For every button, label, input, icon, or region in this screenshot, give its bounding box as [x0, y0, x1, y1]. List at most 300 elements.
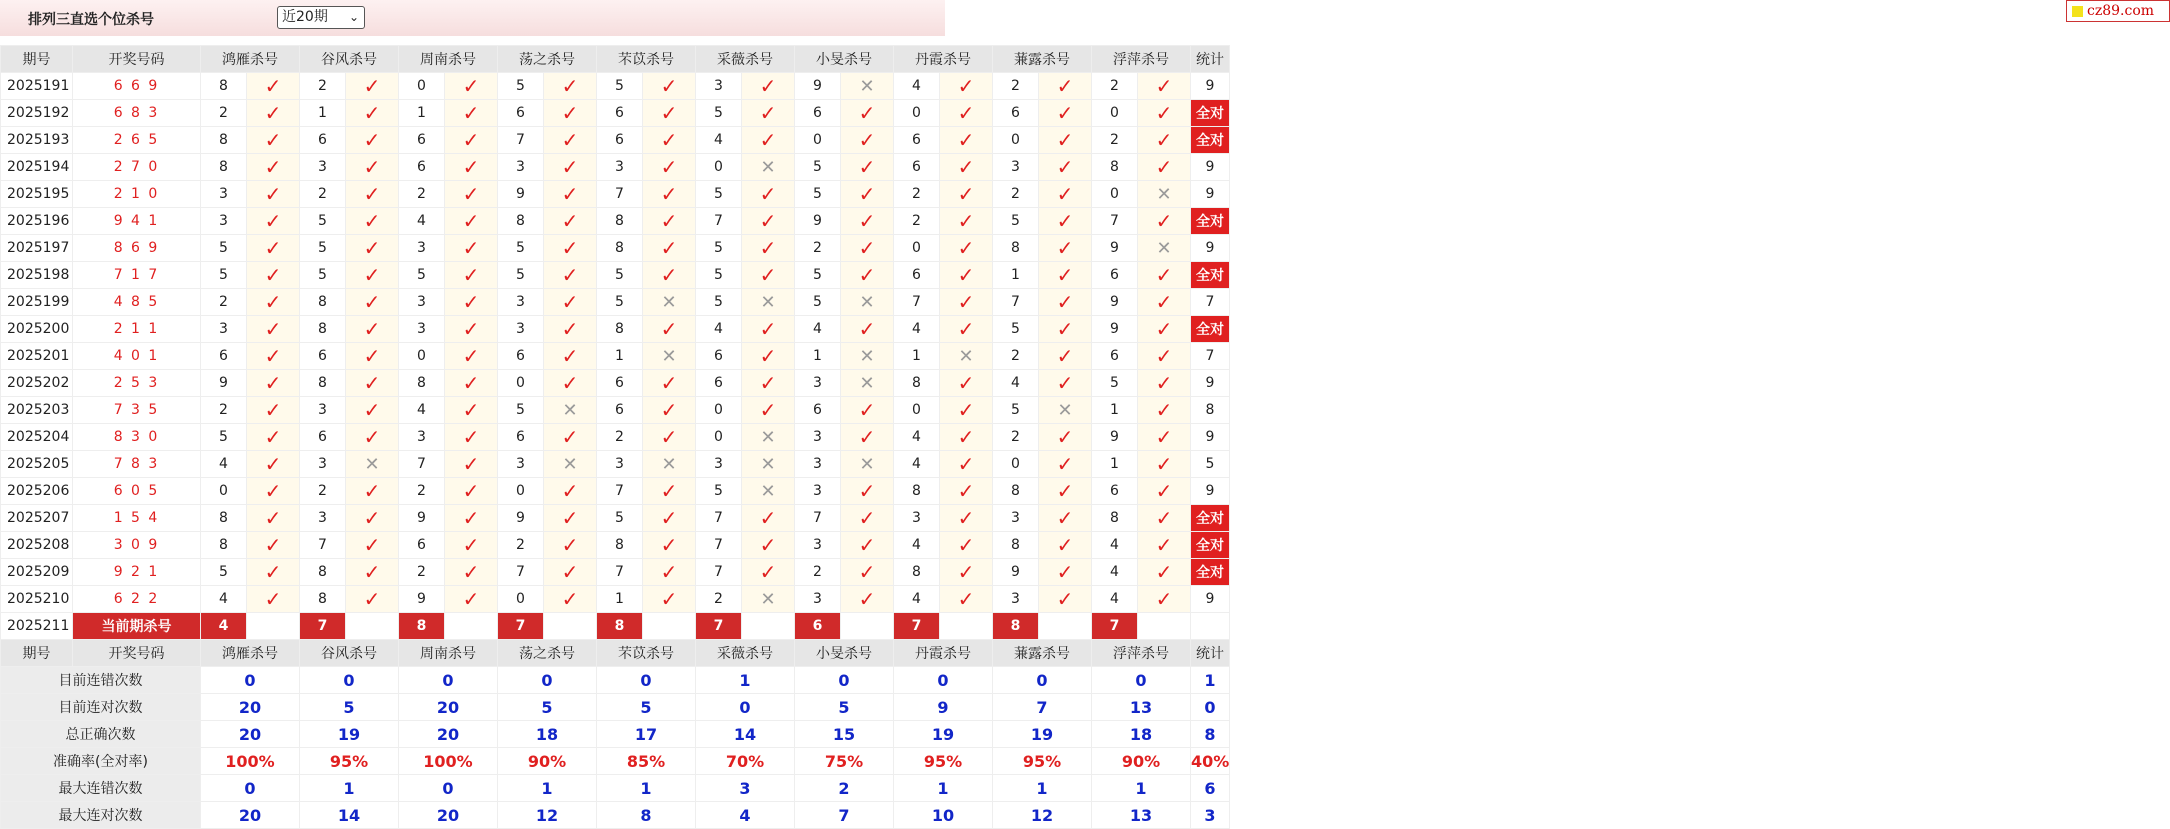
check-icon: ✓	[1155, 560, 1173, 584]
kill-number-cell: 5	[201, 235, 247, 262]
check-icon	[940, 73, 993, 100]
issue-cell: 2025200	[1, 316, 73, 343]
check-icon	[940, 586, 993, 613]
all-correct-badge: 全对	[1191, 262, 1230, 289]
check-icon	[940, 316, 993, 343]
kill-number-cell: 4	[795, 316, 841, 343]
table-row	[1, 100, 1230, 127]
check-icon	[1039, 73, 1092, 100]
stat-value: 10	[894, 802, 993, 829]
stat-value: 5	[795, 694, 894, 721]
kill-number-cell: 3	[498, 289, 544, 316]
check-icon	[544, 181, 597, 208]
stat-total: 40%	[1191, 748, 1230, 775]
check-icon: ✓	[363, 155, 381, 179]
current-kill-label: 当前期杀号	[73, 613, 201, 640]
kill-number-cell: 2	[300, 73, 346, 100]
kill-number-cell: 0	[399, 343, 445, 370]
check-icon	[346, 316, 399, 343]
cross-icon	[841, 343, 894, 370]
current-period-row	[1, 613, 1230, 640]
check-icon	[247, 316, 300, 343]
check-icon	[742, 208, 795, 235]
stat-value: 15	[795, 721, 894, 748]
col-expert-header: 谷风杀号	[300, 640, 399, 667]
check-icon: ✓	[759, 182, 777, 206]
check-icon	[742, 127, 795, 154]
draw-number-cell: 2 7 0	[73, 154, 201, 181]
table-row	[1, 235, 1230, 262]
stat-value: 0	[399, 667, 498, 694]
stat-value: 3	[696, 775, 795, 802]
check-icon	[544, 478, 597, 505]
check-icon: ✓	[462, 290, 480, 314]
cross-icon	[940, 343, 993, 370]
table-row	[1, 127, 1230, 154]
cross-icon: ✕	[760, 588, 776, 610]
check-icon	[247, 397, 300, 424]
check-icon	[1039, 127, 1092, 154]
kill-number-cell: 4	[894, 316, 940, 343]
kill-number-cell: 8	[498, 208, 544, 235]
stat-total: 1	[1191, 667, 1230, 694]
check-icon	[643, 73, 696, 100]
check-icon	[346, 100, 399, 127]
col-issue-header: 期号	[1, 46, 73, 73]
kill-number-cell: 6	[399, 154, 445, 181]
kill-number-cell: 7	[498, 127, 544, 154]
all-correct-badge: 全对	[1191, 505, 1230, 532]
stat-value: 20	[399, 721, 498, 748]
kill-number-cell: 5	[696, 289, 742, 316]
check-icon	[346, 154, 399, 181]
check-icon: ✓	[759, 74, 777, 98]
col-stat-header: 统计	[1191, 640, 1230, 667]
check-icon: ✓	[1056, 290, 1074, 314]
col-draw-header: 开奖号码	[73, 46, 201, 73]
issue-cell: 2025203	[1, 397, 73, 424]
kill-number-cell: 8	[201, 154, 247, 181]
stat-value: 4	[696, 802, 795, 829]
kill-number-cell: 5	[597, 289, 643, 316]
check-icon	[1039, 235, 1092, 262]
check-icon	[1138, 73, 1191, 100]
stat-value: 8	[597, 802, 696, 829]
check-icon: ✓	[858, 425, 876, 449]
check-icon: ✓	[759, 533, 777, 557]
kill-number-cell: 1	[597, 343, 643, 370]
kill-number-cell: 1	[597, 586, 643, 613]
kill-number-cell: 3	[498, 316, 544, 343]
kill-number-cell: 2	[993, 424, 1039, 451]
check-icon	[346, 532, 399, 559]
kill-number-cell: 7	[993, 289, 1039, 316]
check-icon: ✓	[957, 560, 975, 584]
check-icon: ✓	[759, 236, 777, 260]
current-kill-number: 7	[498, 613, 544, 640]
check-icon	[445, 181, 498, 208]
all-correct-badge: 全对	[1191, 100, 1230, 127]
check-icon: ✓	[462, 506, 480, 530]
check-icon: ✓	[264, 128, 282, 152]
cross-icon	[742, 451, 795, 478]
kill-number-cell: 5	[993, 397, 1039, 424]
check-icon: ✓	[1056, 263, 1074, 287]
kill-number-cell: 4	[696, 316, 742, 343]
stat-value: 14	[696, 721, 795, 748]
col-expert-header: 荡之杀号	[498, 640, 597, 667]
period-select[interactable]	[277, 6, 365, 29]
check-icon: ✓	[660, 182, 678, 206]
check-icon	[643, 127, 696, 154]
kill-number-cell: 1	[1092, 451, 1138, 478]
check-icon: ✓	[462, 398, 480, 422]
check-icon: ✓	[264, 263, 282, 287]
check-icon	[1138, 154, 1191, 181]
check-icon: ✓	[462, 74, 480, 98]
cross-icon: ✕	[760, 480, 776, 502]
check-icon	[544, 343, 597, 370]
col-issue-header: 期号	[1, 640, 73, 667]
check-icon: ✓	[1155, 371, 1173, 395]
stat-value: 20	[399, 694, 498, 721]
check-icon	[544, 316, 597, 343]
stat-total: 3	[1191, 802, 1230, 829]
draw-number-cell: 9 2 1	[73, 559, 201, 586]
check-icon	[1138, 343, 1191, 370]
check-icon: ✓	[660, 506, 678, 530]
top-bar	[0, 0, 945, 36]
kill-number-cell: 5	[597, 262, 643, 289]
kill-number-cell: 6	[300, 343, 346, 370]
table-row	[1, 316, 1230, 343]
kill-number-cell: 6	[597, 100, 643, 127]
issue-cell: 2025192	[1, 100, 73, 127]
check-icon	[841, 235, 894, 262]
cross-icon: ✕	[859, 75, 875, 97]
kill-number-cell: 7	[597, 559, 643, 586]
stat-value: 1	[597, 775, 696, 802]
check-icon	[742, 73, 795, 100]
kill-number-cell: 6	[300, 424, 346, 451]
draw-number-cell: 8 6 9	[73, 235, 201, 262]
check-icon	[544, 73, 597, 100]
check-icon: ✓	[1056, 425, 1074, 449]
cross-icon	[643, 289, 696, 316]
check-icon: ✓	[759, 506, 777, 530]
kill-number-cell: 9	[399, 505, 445, 532]
kill-number-cell: 9	[795, 208, 841, 235]
check-icon: ✓	[561, 101, 579, 125]
kill-number-cell: 9	[1092, 289, 1138, 316]
issue-cell: 2025196	[1, 208, 73, 235]
check-icon: ✓	[957, 182, 975, 206]
check-icon	[643, 154, 696, 181]
check-icon: ✓	[363, 425, 381, 449]
stat-value: 12	[498, 802, 597, 829]
table-row	[1, 424, 1230, 451]
kill-number-cell: 5	[300, 235, 346, 262]
kill-number-cell: 9	[1092, 316, 1138, 343]
check-icon: ✓	[660, 371, 678, 395]
check-icon	[247, 586, 300, 613]
check-icon	[1039, 289, 1092, 316]
check-icon: ✓	[462, 479, 480, 503]
kill-number-cell: 5	[795, 289, 841, 316]
kill-number-cell: 4	[399, 397, 445, 424]
check-icon: ✓	[462, 533, 480, 557]
check-icon	[1138, 559, 1191, 586]
check-icon: ✓	[264, 317, 282, 341]
kill-number-cell: 7	[795, 505, 841, 532]
kill-number-cell: 2	[1092, 127, 1138, 154]
check-icon: ✓	[264, 479, 282, 503]
draw-number-cell: 2 6 5	[73, 127, 201, 154]
kill-number-cell: 3	[795, 424, 841, 451]
col-expert-header: 小旻杀号	[795, 640, 894, 667]
kill-number-cell: 2	[201, 289, 247, 316]
stat-value: 19	[993, 721, 1092, 748]
stat-label: 最大连错次数	[1, 775, 201, 802]
check-icon: ✓	[660, 560, 678, 584]
kill-number-cell: 9	[1092, 424, 1138, 451]
check-icon	[346, 505, 399, 532]
cross-icon: ✕	[1057, 399, 1073, 421]
check-icon	[346, 424, 399, 451]
check-icon: ✓	[264, 155, 282, 179]
col-expert-header: 采薇杀号	[696, 640, 795, 667]
kill-number-cell: 3	[795, 370, 841, 397]
check-icon	[544, 100, 597, 127]
kill-number-cell: 6	[1092, 343, 1138, 370]
kill-number-cell: 9	[498, 505, 544, 532]
check-icon: ✓	[1155, 155, 1173, 179]
kill-number-cell: 3	[993, 505, 1039, 532]
current-kill-number: 4	[201, 613, 247, 640]
check-icon: ✓	[462, 560, 480, 584]
period-select-value: 近20期	[282, 9, 328, 25]
check-icon	[445, 100, 498, 127]
check-icon	[445, 208, 498, 235]
kill-number-cell: 6	[201, 343, 247, 370]
kill-number-cell: 7	[597, 478, 643, 505]
check-icon: ✓	[1056, 560, 1074, 584]
check-icon	[346, 289, 399, 316]
check-icon: ✓	[264, 236, 282, 260]
stat-value: 2	[795, 775, 894, 802]
check-icon: ✓	[1056, 74, 1074, 98]
stat-value: 95%	[894, 748, 993, 775]
check-icon	[247, 343, 300, 370]
check-icon: ✓	[1155, 533, 1173, 557]
kill-number-cell: 8	[201, 127, 247, 154]
table-row	[1, 451, 1230, 478]
draw-number-cell: 4 0 1	[73, 343, 201, 370]
check-icon	[1039, 262, 1092, 289]
current-stat-blank	[1191, 613, 1230, 640]
stat-row	[1, 667, 1230, 694]
check-icon: ✓	[858, 398, 876, 422]
kill-number-cell: 0	[201, 478, 247, 505]
col-expert-header: 采薇杀号	[696, 46, 795, 73]
stat-value: 13	[1092, 802, 1191, 829]
check-icon: ✓	[1155, 290, 1173, 314]
stat-value: 5	[300, 694, 399, 721]
kill-number-cell: 5	[696, 262, 742, 289]
check-icon: ✓	[363, 263, 381, 287]
current-kill-number: 7	[894, 613, 940, 640]
kill-number-cell: 3	[993, 586, 1039, 613]
check-icon: ✓	[858, 263, 876, 287]
check-icon	[1039, 316, 1092, 343]
check-icon: ✓	[561, 425, 579, 449]
check-icon: ✓	[363, 101, 381, 125]
kill-number-cell: 6	[399, 532, 445, 559]
kill-number-cell: 5	[795, 154, 841, 181]
current-kill-number: 7	[696, 613, 742, 640]
issue-cell: 2025204	[1, 424, 73, 451]
check-icon: ✓	[858, 533, 876, 557]
stat-value: 0	[597, 667, 696, 694]
check-icon	[346, 208, 399, 235]
kill-number-cell: 3	[498, 451, 544, 478]
kill-number-cell: 0	[993, 451, 1039, 478]
cross-icon: ✕	[1156, 183, 1172, 205]
current-kill-number: 8	[597, 613, 643, 640]
check-icon	[841, 100, 894, 127]
stat-value: 85%	[597, 748, 696, 775]
check-icon: ✓	[1155, 479, 1173, 503]
kill-number-cell: 4	[993, 370, 1039, 397]
kill-number-cell: 7	[300, 532, 346, 559]
issue-cell: 2025195	[1, 181, 73, 208]
check-icon: ✓	[1155, 452, 1173, 476]
check-icon: ✓	[660, 317, 678, 341]
current-kill-blank	[1138, 613, 1191, 640]
kill-number-cell: 1	[300, 100, 346, 127]
issue-cell: 2025199	[1, 289, 73, 316]
check-icon	[841, 181, 894, 208]
stat-count-cell: 9	[1191, 73, 1230, 100]
kill-number-cell: 6	[597, 370, 643, 397]
check-icon: ✓	[957, 263, 975, 287]
cross-icon	[1138, 181, 1191, 208]
issue-cell: 2025207	[1, 505, 73, 532]
col-expert-header: 浮萍杀号	[1092, 46, 1191, 73]
check-icon	[1138, 100, 1191, 127]
check-icon: ✓	[1155, 101, 1173, 125]
stat-value: 18	[1092, 721, 1191, 748]
kill-number-cell: 8	[597, 235, 643, 262]
stat-label: 总正确次数	[1, 721, 201, 748]
kill-number-cell: 5	[993, 316, 1039, 343]
stat-count-cell: 9	[1191, 370, 1230, 397]
cross-icon: ✕	[859, 345, 875, 367]
stat-label: 最大连对次数	[1, 802, 201, 829]
check-icon: ✓	[957, 74, 975, 98]
issue-cell: 2025197	[1, 235, 73, 262]
check-icon: ✓	[957, 398, 975, 422]
check-icon: ✓	[957, 155, 975, 179]
kill-number-cell: 9	[1092, 235, 1138, 262]
check-icon	[742, 100, 795, 127]
check-icon	[1138, 586, 1191, 613]
col-expert-header: 蒹露杀号	[993, 640, 1092, 667]
kill-number-cell: 3	[201, 316, 247, 343]
check-icon: ✓	[561, 317, 579, 341]
kill-number-cell: 6	[597, 127, 643, 154]
draw-number-cell: 1 5 4	[73, 505, 201, 532]
check-icon: ✓	[957, 479, 975, 503]
stat-value: 0	[399, 775, 498, 802]
kill-number-cell: 7	[894, 289, 940, 316]
check-icon	[346, 478, 399, 505]
kill-number-cell: 7	[696, 559, 742, 586]
stat-count-cell: 9	[1191, 586, 1230, 613]
check-icon	[346, 235, 399, 262]
kill-number-cell: 3	[201, 208, 247, 235]
col-expert-header: 鸿雁杀号	[201, 640, 300, 667]
all-correct-badge: 全对	[1191, 559, 1230, 586]
check-icon	[1138, 424, 1191, 451]
draw-number-cell: 7 3 5	[73, 397, 201, 424]
kill-number-cell: 2	[993, 73, 1039, 100]
kill-number-cell: 2	[696, 586, 742, 613]
check-icon	[445, 73, 498, 100]
kill-number-cell: 2	[201, 397, 247, 424]
kill-number-cell: 5	[399, 262, 445, 289]
kill-number-cell: 0	[696, 154, 742, 181]
stat-value: 7	[993, 694, 1092, 721]
kill-number-cell: 5	[795, 262, 841, 289]
kill-number-cell: 7	[696, 208, 742, 235]
logo-square-icon	[2072, 6, 2083, 17]
stat-label: 准确率(全对率)	[1, 748, 201, 775]
issue-cell: 2025205	[1, 451, 73, 478]
col-expert-header: 周南杀号	[399, 46, 498, 73]
check-icon: ✓	[462, 236, 480, 260]
stat-count-cell: 9	[1191, 154, 1230, 181]
cross-icon	[841, 451, 894, 478]
check-icon	[247, 262, 300, 289]
check-icon: ✓	[1155, 425, 1173, 449]
stat-value: 90%	[1092, 748, 1191, 775]
kill-number-cell: 4	[201, 586, 247, 613]
table-row	[1, 586, 1230, 613]
kill-number-cell: 1	[894, 343, 940, 370]
cross-icon	[1039, 397, 1092, 424]
check-icon: ✓	[660, 398, 678, 422]
check-icon	[841, 262, 894, 289]
kill-number-cell: 5	[498, 262, 544, 289]
check-icon	[445, 289, 498, 316]
check-icon: ✓	[759, 209, 777, 233]
draw-number-cell: 4 8 5	[73, 289, 201, 316]
kill-number-cell: 3	[399, 316, 445, 343]
check-icon	[643, 316, 696, 343]
cross-icon: ✕	[661, 291, 677, 313]
site-logo[interactable]	[2066, 0, 2170, 22]
current-kill-blank	[346, 613, 399, 640]
kill-number-cell: 0	[696, 424, 742, 451]
col-expert-header: 周南杀号	[399, 640, 498, 667]
col-stat-header: 统计	[1191, 46, 1230, 73]
check-icon: ✓	[561, 155, 579, 179]
kill-number-cell: 6	[696, 343, 742, 370]
stat-value: 95%	[300, 748, 399, 775]
check-icon	[841, 478, 894, 505]
check-icon: ✓	[660, 587, 678, 611]
